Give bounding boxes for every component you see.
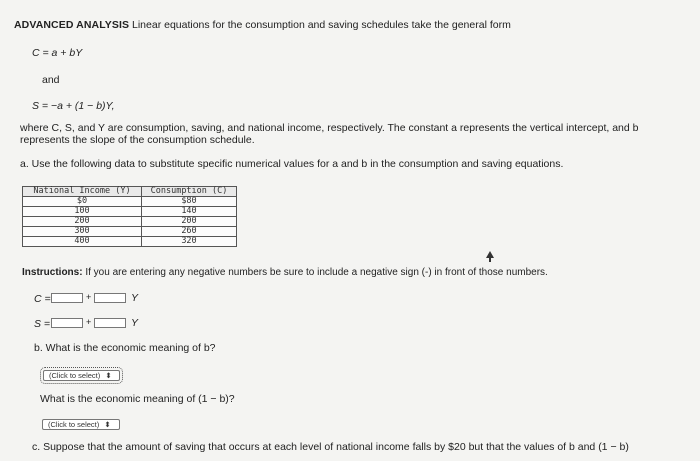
- c-answer-label: C =: [34, 293, 51, 305]
- table-row: [23, 197, 237, 207]
- part-b-question-2: What is the economic meaning of (1 − b)?: [40, 393, 235, 405]
- instructions-text: If you are entering any negative numbers be sure to include a negative sign (-) in front of those numbers.: [85, 267, 548, 278]
- table-row: [23, 227, 237, 237]
- part-a-text: a. Use the following data to substitute specific numerical values for a and b in the consumption and saving equations.: [20, 158, 564, 170]
- s-answer-label: S =: [34, 318, 51, 330]
- table-cell: 200: [142, 217, 237, 227]
- table-cell: 260: [142, 227, 237, 237]
- economic-meaning-1-minus-b-select[interactable]: [42, 419, 120, 430]
- table-header-income: National Income (Y): [23, 187, 142, 197]
- income-consumption-table: [22, 186, 237, 247]
- table-row: [23, 207, 237, 217]
- table-cell: 200: [23, 217, 142, 227]
- mouse-cursor-icon: [485, 251, 495, 263]
- advanced-analysis-label: ADVANCED ANALYSIS: [14, 19, 130, 31]
- c-intercept-input[interactable]: [51, 293, 83, 303]
- c-y-label: Y: [131, 292, 139, 304]
- explanation-line-1: where C, S, and Y are consumption, saving, and national income, respectively. The constant a represents the vertical intercept, and b: [20, 122, 639, 134]
- part-b-question-1: b. What is the economic meaning of b?: [34, 342, 216, 354]
- c-plus-sign: +: [86, 292, 92, 302]
- table-cell: 300: [23, 227, 142, 237]
- table-cell: 100: [23, 207, 142, 217]
- table-row: [23, 237, 237, 247]
- economic-meaning-b-select[interactable]: [43, 370, 120, 381]
- explanation-line-2: represents the slope of the consumption schedule.: [20, 134, 255, 146]
- table-cell: $0: [23, 197, 142, 207]
- select-arrow-icon: ⬍: [104, 420, 111, 429]
- select-value: (Click to select): [49, 371, 101, 380]
- s-intercept-input[interactable]: [51, 318, 83, 328]
- select-arrow-icon: ⬍: [105, 371, 112, 380]
- s-plus-sign: +: [86, 317, 92, 327]
- table-cell: 140: [142, 207, 237, 217]
- instructions-label: Instructions:: [22, 267, 83, 278]
- table-row: [23, 217, 237, 227]
- table-cell: $80: [142, 197, 237, 207]
- saving-equation: S = −a + (1 − b)Y,: [32, 100, 115, 112]
- consumption-equation: C = a + bY: [32, 47, 83, 59]
- s-y-label: Y: [131, 317, 139, 329]
- part-c-text: c. Suppose that the amount of saving that occurs at each level of national income falls by $20 but that the values of b and (1 − b): [32, 441, 629, 453]
- table-header-consumption: Consumption (C): [142, 187, 237, 197]
- c-slope-input[interactable]: [94, 293, 126, 303]
- s-slope-input[interactable]: [94, 318, 126, 328]
- table-cell: 400: [23, 237, 142, 247]
- and-word: and: [42, 74, 60, 86]
- intro-text: Linear equations for the consumption and saving schedules take the general form: [132, 19, 511, 31]
- intro-line: [14, 19, 511, 31]
- select-value: (Click to select): [48, 420, 100, 429]
- table-cell: 320: [142, 237, 237, 247]
- instructions-line: [22, 267, 548, 278]
